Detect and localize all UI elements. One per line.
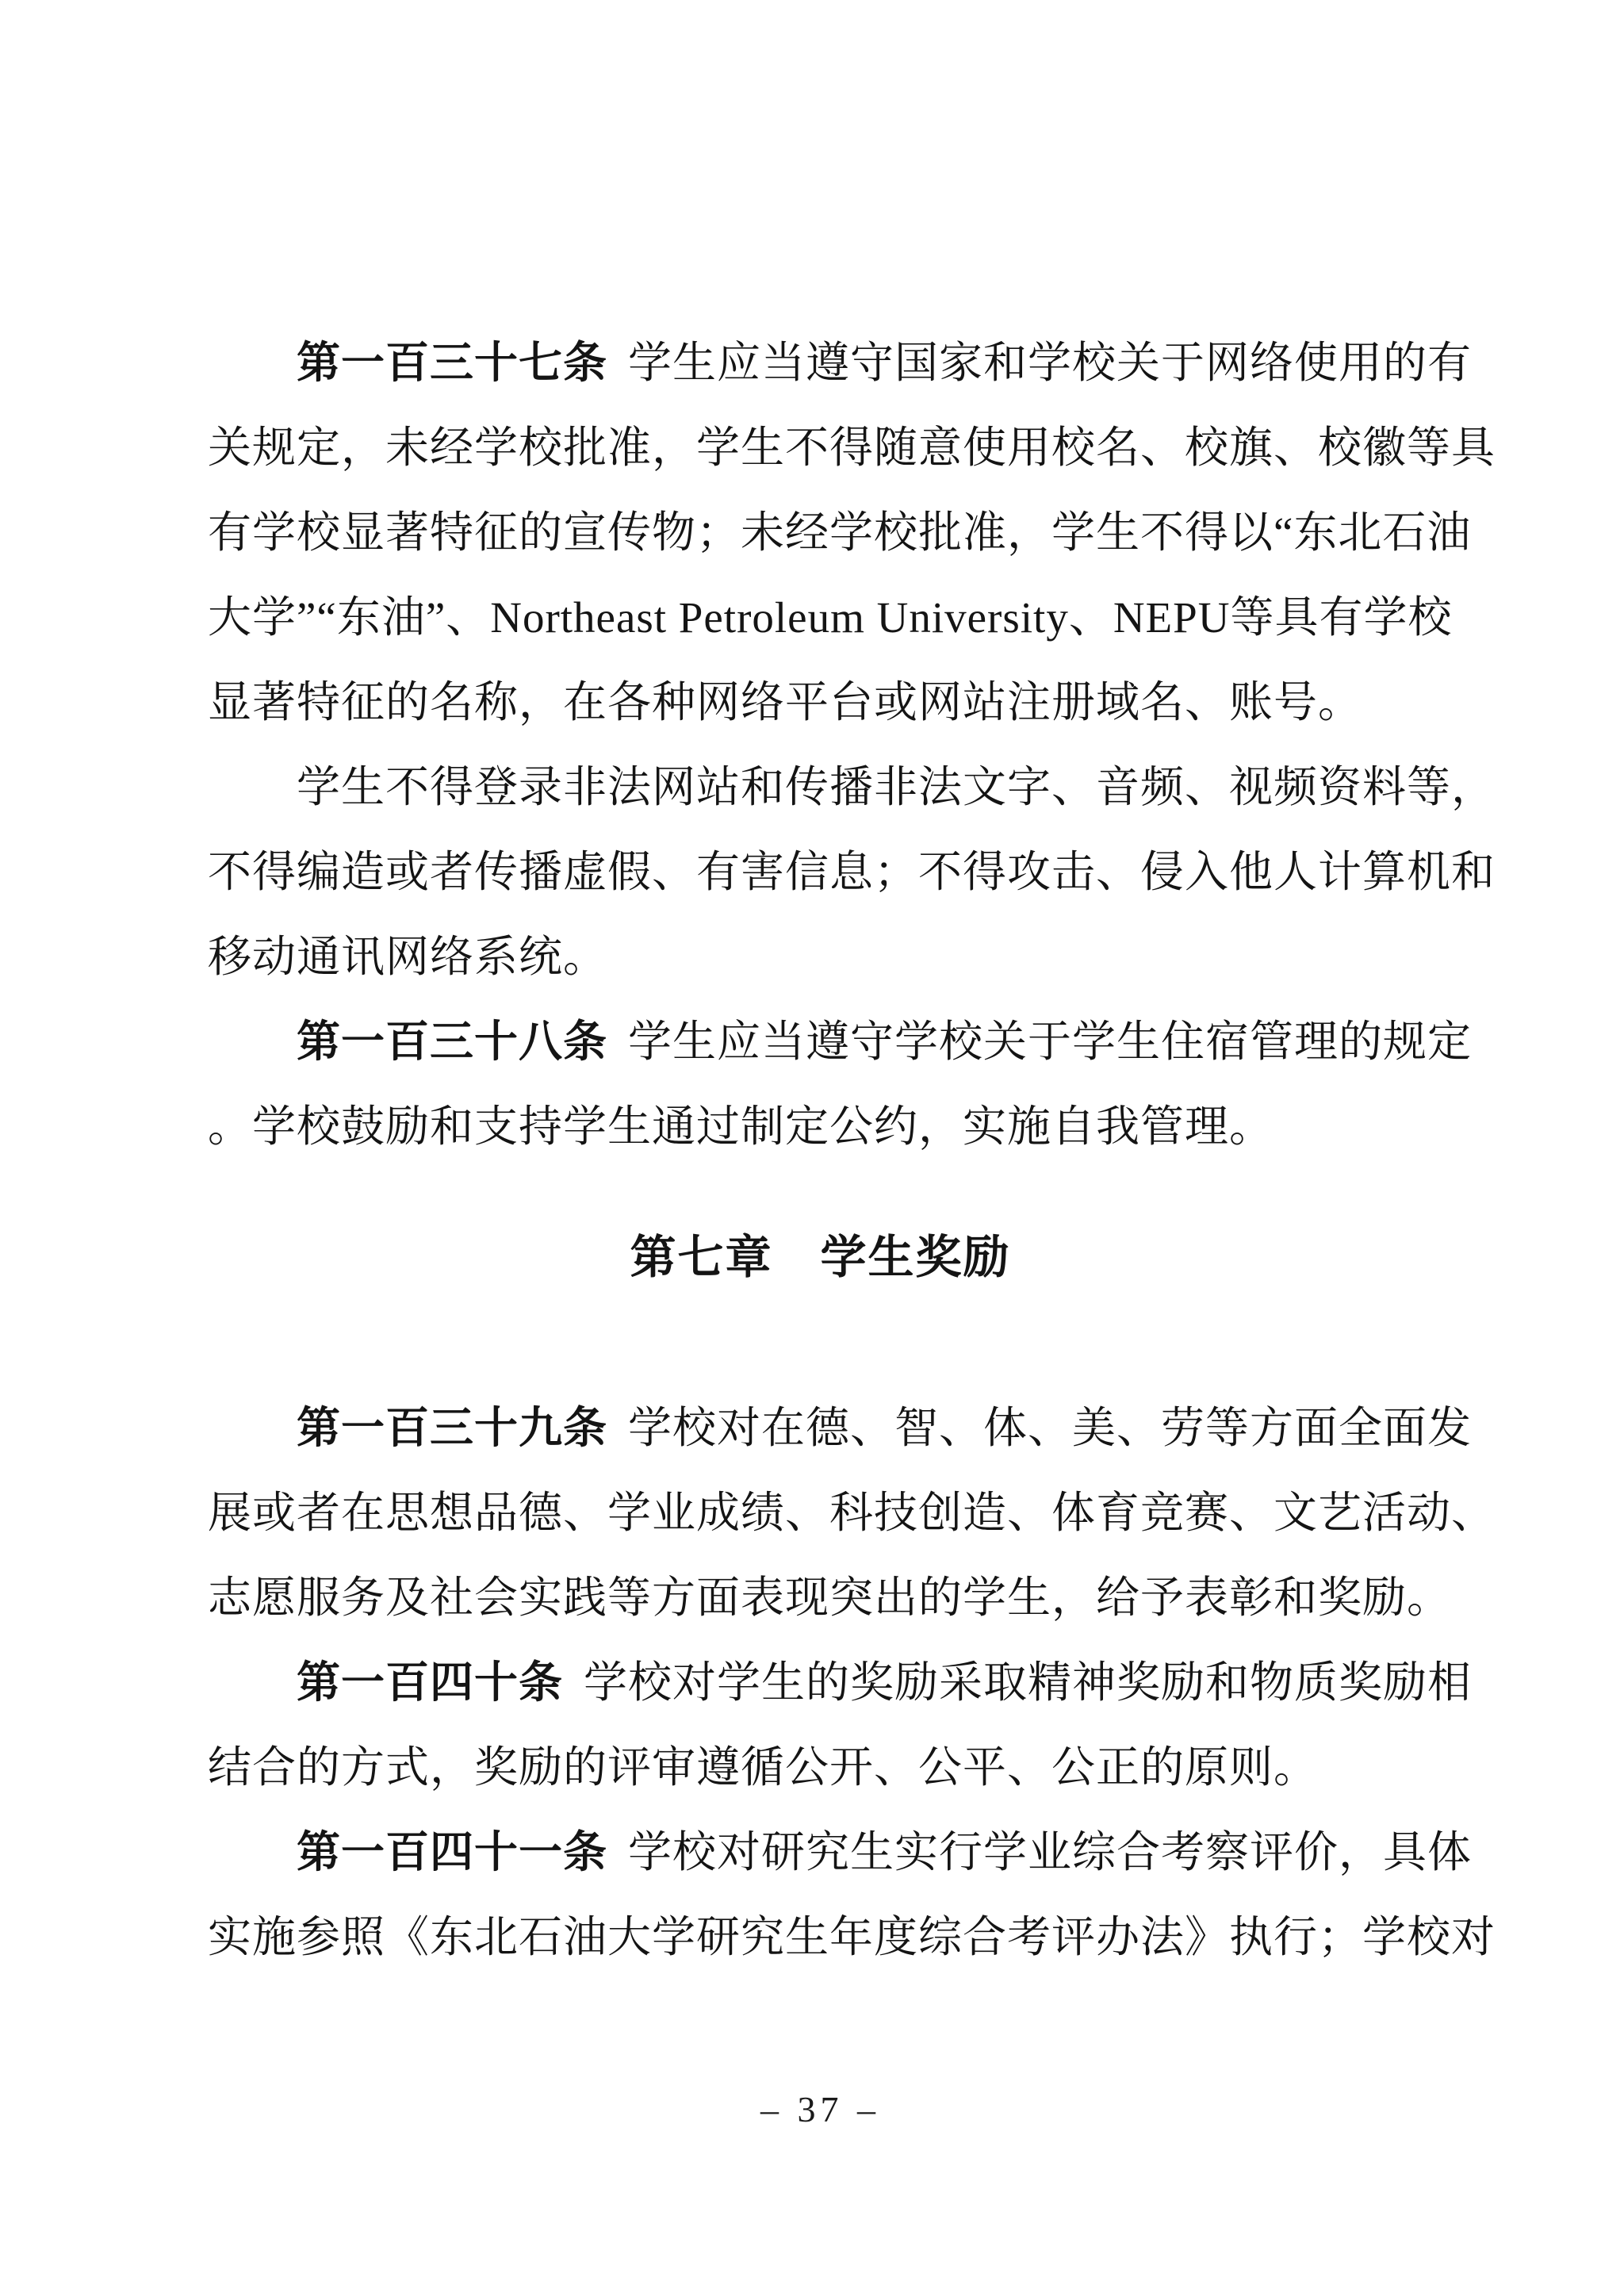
line-text: 显著特征的名称，在各种网络平台或网站注册域名、账号。 (208, 678, 1363, 726)
line-text: 学生不得登录非法网站和传播非法文字、音频、视频资料等， (297, 763, 1496, 811)
body-line (208, 1084, 1433, 1169)
body-line (208, 405, 1496, 490)
page-number: – 37 – (760, 2089, 880, 2129)
line-text: 有学校显著特征的宣传物；未经学校批准，学生不得以“东北石油 (208, 508, 1472, 557)
body-line (208, 575, 1453, 660)
line-text: 展或者在思想品德、学业成绩、科技创造、体育竞赛、文艺活动、 (208, 1489, 1496, 1537)
line-text: 关规定，未经学校批准，学生不得随意使用校名、校旗、校徽等具 (208, 424, 1496, 472)
body-line (208, 1470, 1496, 1555)
text-block (208, 320, 1496, 1980)
chapter-heading: 第七章 学生奖励 (630, 1232, 1011, 1283)
article-number: 第一百三十九条 (297, 1404, 608, 1452)
body-line (208, 1895, 1496, 1980)
line-text: 志愿服务及社会实践等方面表现突出的学生，给予表彰和奖励。 (208, 1573, 1452, 1622)
article-number: 第一百三十八条 (297, 1018, 608, 1066)
line-text: 学生应当遵守国家和学校关于网络使用的有 (628, 339, 1473, 387)
line-text: 实施参照《东北石油大学研究生年度综合考评办法》执行；学校对 (208, 1913, 1496, 1961)
body-line (208, 830, 1496, 914)
line-text: 学校对在德、智、体、美、劳等方面全面发 (628, 1404, 1473, 1452)
article-number: 第一百四十条 (297, 1658, 564, 1707)
body-line (208, 1640, 1473, 1725)
line-text: 不得编造或者传播虚假、有害信息；不得攻击、侵入他人计算机和 (208, 848, 1496, 896)
article-number: 第一百三十七条 (297, 339, 608, 387)
body-line (208, 914, 1433, 999)
line-text: 移动通讯网络系统。 (208, 933, 608, 981)
line-text: 大学”“东油”、Northeast Petroleum University、NEPU等具有学校 (208, 593, 1453, 642)
body-line (208, 745, 1496, 830)
body-line (208, 1555, 1452, 1640)
body-line (208, 490, 1472, 575)
body-line (208, 1725, 1433, 1810)
line-text: 学校对学生的奖励采取精神奖励和物质奖励相 (584, 1658, 1473, 1707)
line-text: 学生应当遵守学校关于学生住宿管理的规定 (628, 1018, 1473, 1066)
line-text: 。学校鼓励和支持学生通过制定公约，实施自我管理。 (208, 1102, 1274, 1151)
line-text: 学校对研究生实行学业综合考察评价，具体 (628, 1828, 1473, 1876)
line-text: 结合的方式，奖励的评审遵循公开、公平、公正的原则。 (208, 1743, 1319, 1792)
body-line (208, 1386, 1473, 1470)
body-line (208, 320, 1473, 405)
body-line (208, 1810, 1473, 1895)
body-line (208, 999, 1473, 1084)
body-line (208, 660, 1433, 745)
article-number: 第一百四十一条 (297, 1828, 608, 1876)
